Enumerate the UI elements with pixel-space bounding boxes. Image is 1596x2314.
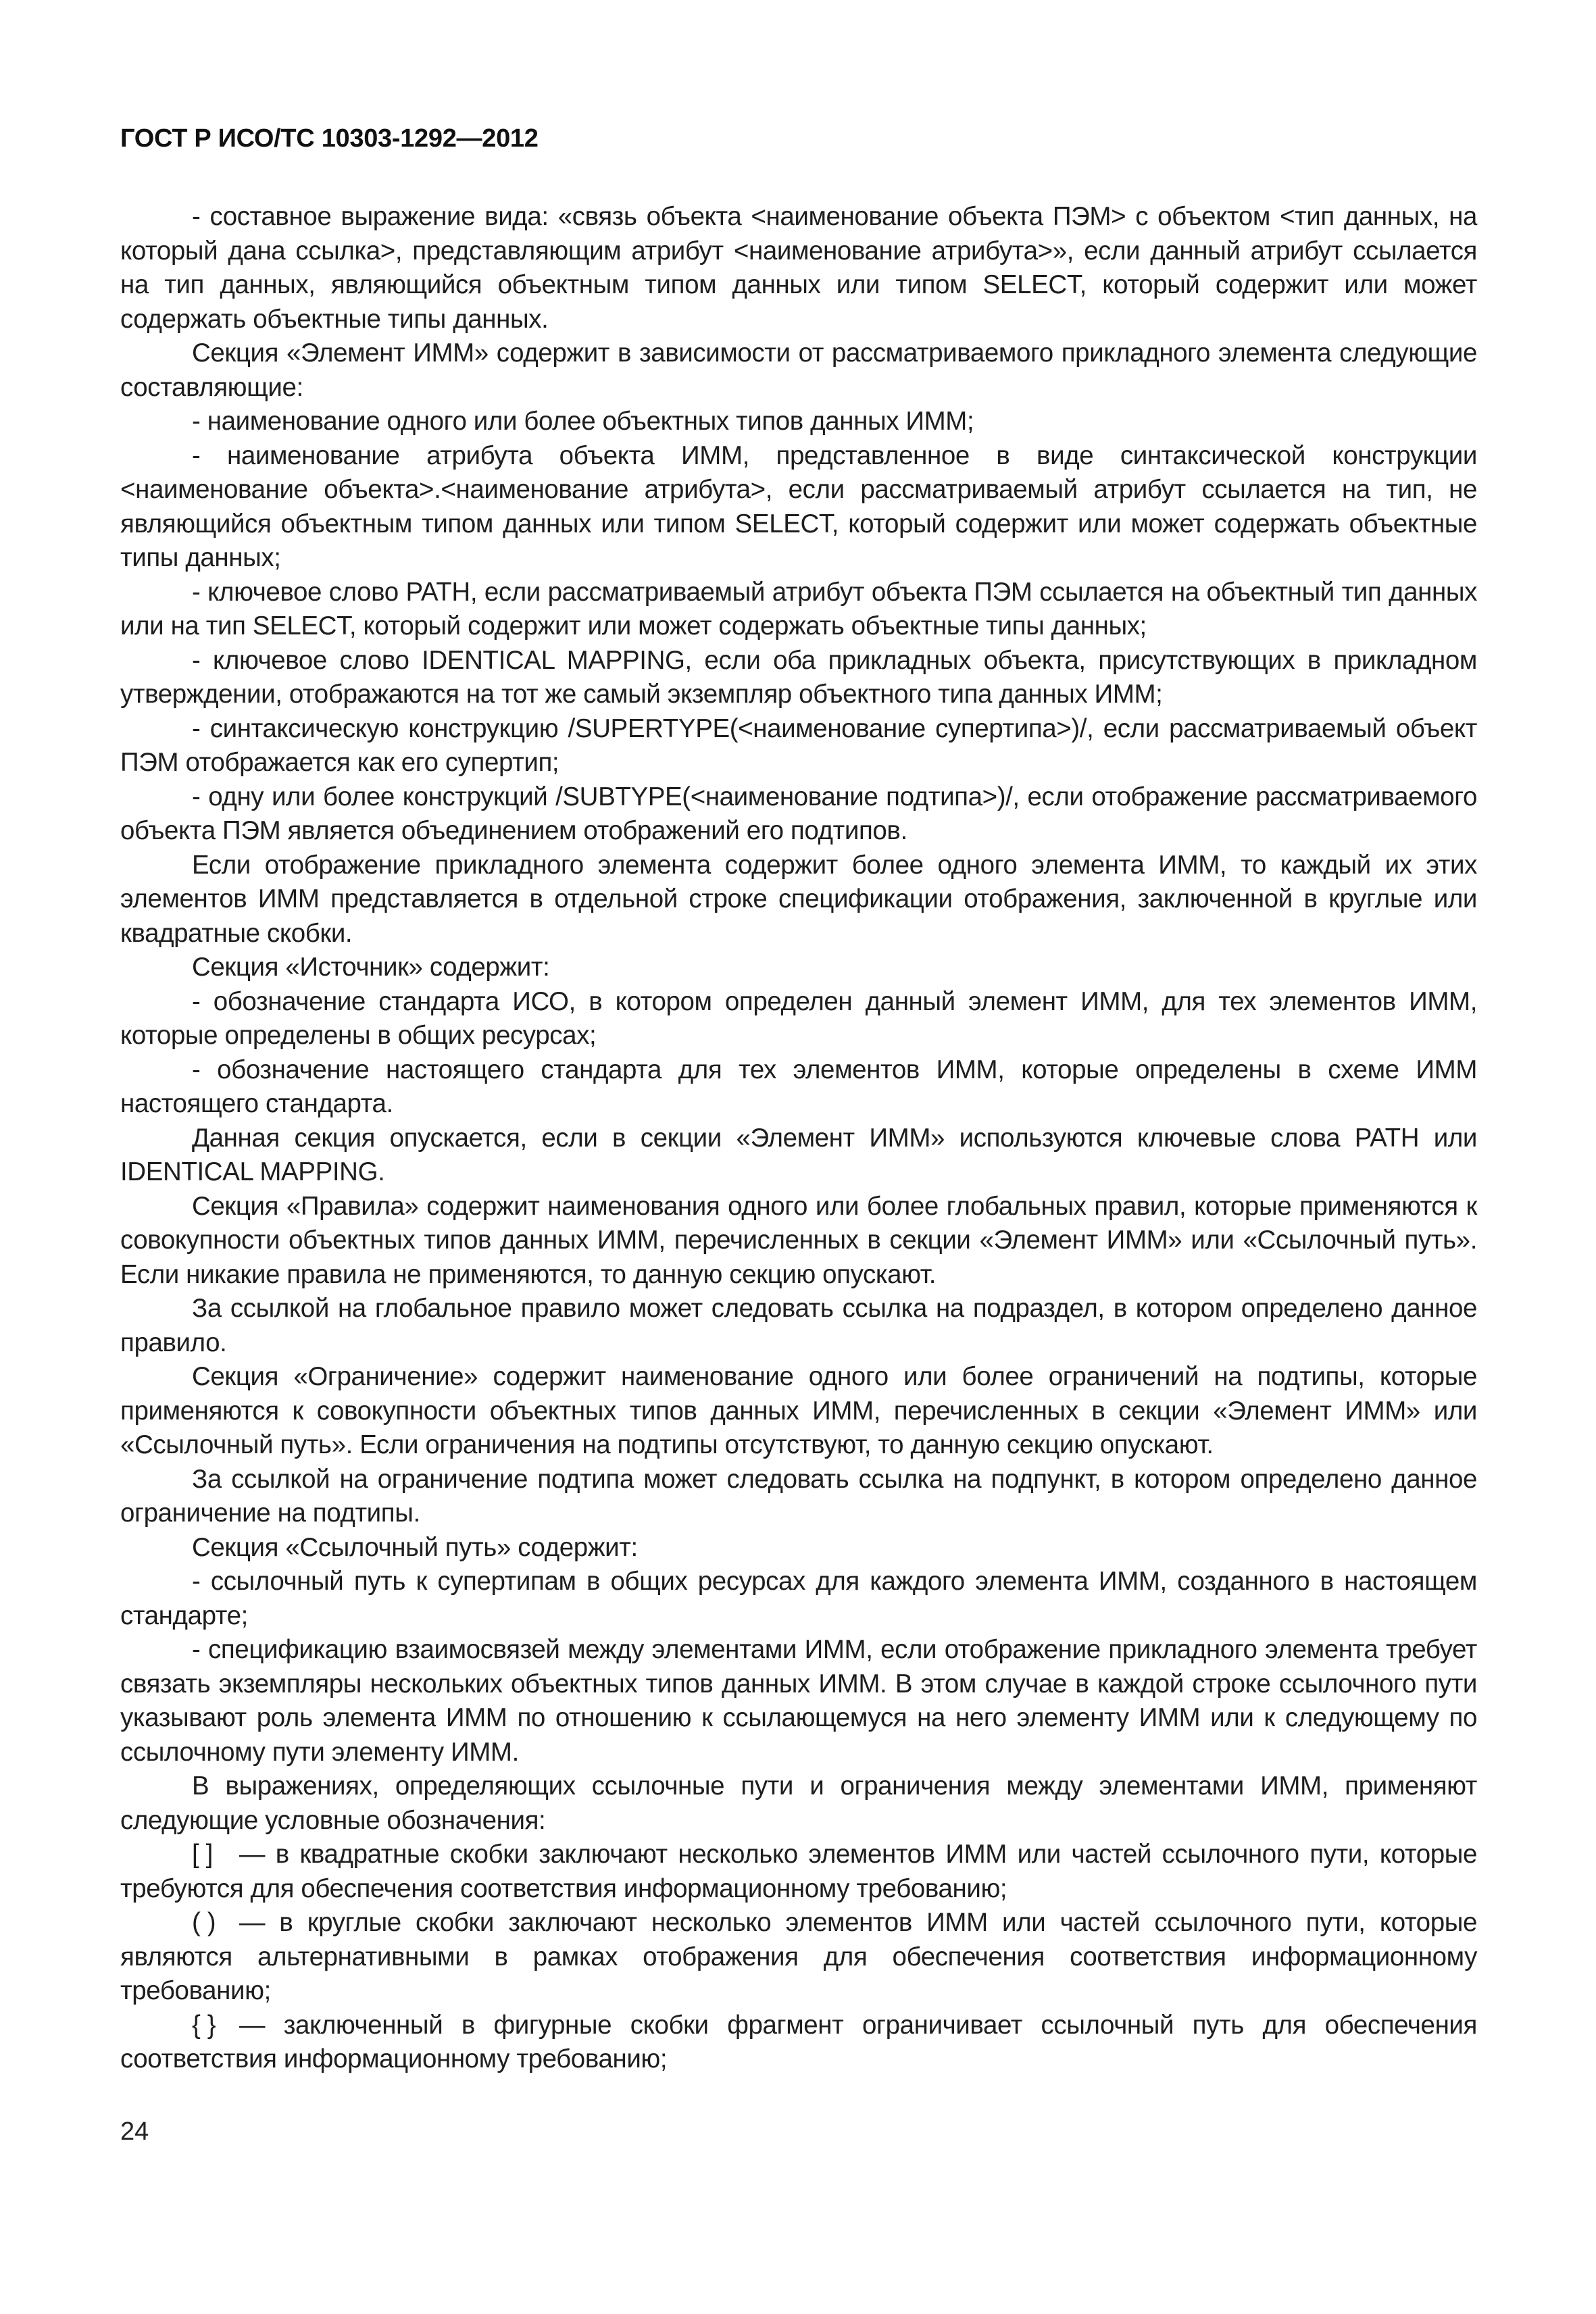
symbol: [ ]: [192, 1840, 213, 1869]
paragraph: - одну или более конструкций /SUBTYPE(<наименование подтипа>)/, если отображение рассматриваемого объекта ПЭМ является объединением отображений его подтипов.: [120, 782, 1477, 845]
paragraph: - ключевое слово PATH, если рассматриваемый атрибут объекта ПЭМ ссылается на объектный тип данных или на тип SELECT, который содержит или может содержать объектные типы данных;: [120, 577, 1477, 640]
document-body: [120, 200, 1477, 2077]
symbol-definition-curly-braces: [120, 2009, 1477, 2077]
paragraph: - наименование одного или более объектных типов данных ИММ;: [192, 407, 974, 436]
paragraph: - синтаксическую конструкцию /SUPERTYPE(<наименование супертипа>)/, если рассматриваемый объект ПЭМ отображается как его супертип;: [120, 713, 1477, 777]
symbol-text: — в круглые скобки заключают несколько элементов ИММ или частей ссылочного пути, которые являются альтернативными в рамках отображения для обеспечения соответствия информационному требованию;: [120, 1908, 1477, 2005]
symbol: ( ): [192, 1908, 216, 1937]
symbol-text: — заключенный в фигурные скобки фрагмент ограничивает ссылочный путь для обеспечения соответствия информационному требованию;: [120, 2010, 1477, 2073]
symbol-definition-round-brackets: [120, 1906, 1477, 2009]
paragraph: За ссылкой на ограничение подтипа может следовать ссылка на подпункт, в котором определено данное ограничение на подтипы.: [120, 1464, 1477, 1528]
paragraph: Данная секция опускается, если в секции «Элемент ИММ» используются ключевые слова PATH или IDENTICAL MAPPING.: [120, 1123, 1477, 1186]
paragraph: В выражениях, определяющих ссылочные пути и ограничения между элементами ИММ, применяют следующие условные обозначения:: [120, 1771, 1477, 1835]
paragraph: Секция «Элемент ИММ» содержит в зависимости от рассматриваемого прикладного элемента следующие составляющие:: [120, 338, 1477, 402]
paragraph: - ссылочный путь к супертипам в общих ресурсах для каждого элемента ИММ, созданного в настоящем стандарте;: [120, 1567, 1477, 1630]
document-header: ГОСТ Р ИСО/ТС 10303-1292—2012: [120, 124, 539, 153]
paragraph: - составное выражение вида: «связь объекта <наименование объекта ПЭМ> с объектом <тип данных, на который дана ссылка>, представляющим атрибут <наименование атрибута>», если данный атрибут ссылается на тип данных, являющийся объектным типом данных или типом SELECT, который содержит или может содержать объектные типы данных.: [120, 202, 1477, 334]
paragraph: - обозначение стандарта ИСО, в котором определен данный элемент ИММ, для тех элементов ИММ, которые определены в общих ресурсах;: [120, 986, 1477, 1050]
paragraph: Секция «Ограничение» содержит наименование одного или более ограничений на подтипы, которые применяются к совокупности объектных типов данных ИММ, перечисленных в секции «Элемент ИММ» или «Ссылочный путь». Если ограничения на подтипы отсутствуют, то данную секцию опускают.: [120, 1362, 1477, 1459]
page-number: 24: [120, 2117, 149, 2146]
paragraph: Если отображение прикладного элемента содержит более одного элемента ИММ, то каждый их этих элементов ИММ представляется в отдельной строке спецификации отображения, заключенной в круглые или квадратные скобки.: [120, 850, 1477, 948]
symbol: { }: [192, 2010, 216, 2040]
paragraph: - обозначение настоящего стандарта для тех элементов ИММ, которые определены в схеме ИММ настоящего стандарта.: [120, 1055, 1477, 1118]
symbol-text: — в квадратные скобки заключают несколько элементов ИММ или частей ссылочного пути, которые требуются для обеспечения соответствия информационному требованию;: [120, 1840, 1477, 1903]
paragraph: - спецификацию взаимосвязей между элементами ИММ, если отображение прикладного элемента требует связать экземпляры нескольких объектных типов данных ИММ. В этом случае в каждой строке ссылочного пути указывают роль элемента ИММ по отношению к ссылающемуся на него элементу ИММ или к следующему по ссылочному пути элементу ИММ.: [120, 1635, 1477, 1767]
symbol-definition-square-brackets: [120, 1838, 1477, 1906]
paragraph: Секция «Правила» содержит наименования одного или более глобальных правил, которые применяются к совокупности объектных типов данных ИММ, перечисленных в секции «Элемент ИММ» или «Ссылочный путь». Если никакие правила не применяются, то данную секцию опускают.: [120, 1191, 1477, 1289]
paragraph: Секция «Источник» содержит:: [192, 953, 550, 982]
paragraph: Секция «Ссылочный путь» содержит:: [192, 1532, 638, 1562]
paragraph: - ключевое слово IDENTICAL MAPPING, если оба прикладных объекта, присутствующих в прикладном утверждении, отображаются на тот же самый экземпляр объектного типа данных ИММ;: [120, 645, 1477, 709]
paragraph: - наименование атрибута объекта ИММ, представленное в виде синтаксической конструкции <наименование объекта>.<наименование атрибута>, если рассматриваемый атрибут ссылается на тип, не являющийся объектным типом данных или типом SELECT, который содержит или может содержать объектные типы данных;: [120, 441, 1477, 572]
paragraph: За ссылкой на глобальное правило может следовать ссылка на подраздел, в котором определено данное правило.: [120, 1294, 1477, 1357]
